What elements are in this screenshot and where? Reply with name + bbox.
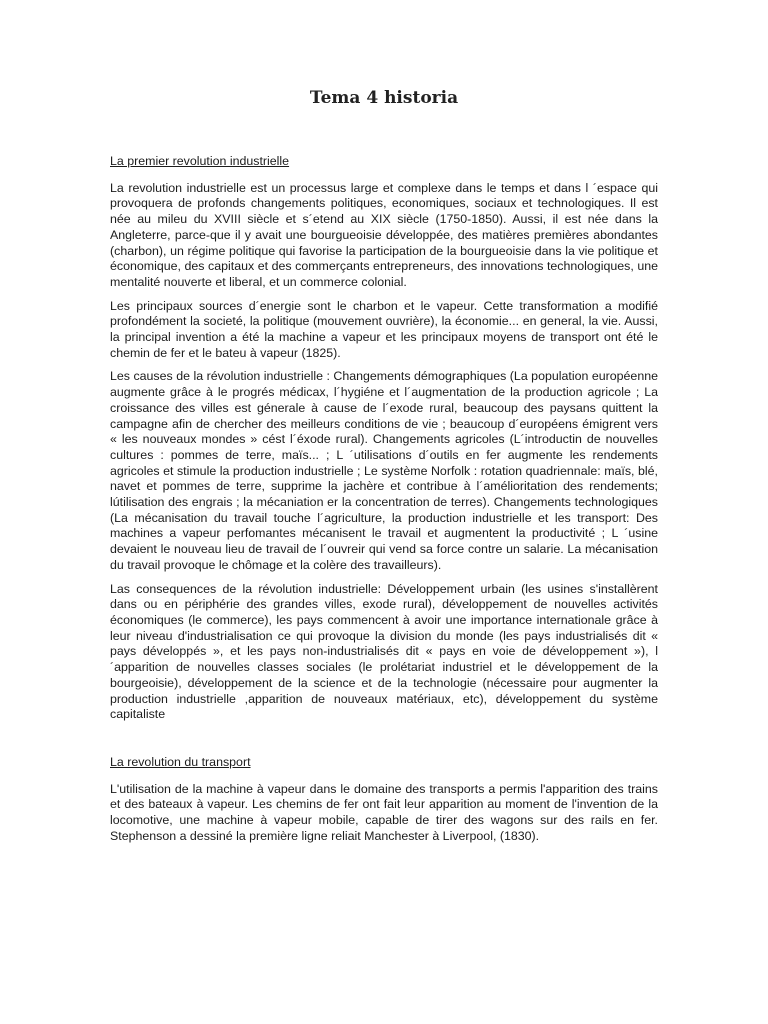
section-heading: La revolution du transport (110, 754, 251, 769)
paragraph: Les principaux sources d´energie sont le charbon et le vapeur. Cette transformation a modifié profondément la societé, la politique (mouvement ouvrière), la économie... en general, la vie. Aussi, la principal invention a été la machine a vapeur et les principaux moyens de transport ont été le chemin de fer et le bateu à vapeur (1825). (110, 298, 658, 360)
section-heading: La premier revolution industrielle (110, 154, 290, 168)
paragraph: Las consequences de la révolution industrielle: Développement urbain (les usines s'installèrent dans ou en périphérie des grandes villes, exode rural), développement de nouvelles activités économiques (le commerce), les pays commencent à avoir une importance internationale grâce à leur niveau d'industrialisation ce qui provoque la division du monde (les pays industrialisés dit « pays développés », et les pays non-industrialisés dit « pays en voie de développement »), l´apparition de nouvelles classes sociales (le prolétariat industriel et le développement de la bourgeoisie), développement de la science et de la technologie (nécessaire pour augmenter la production industrielle ,apparition de nouveaux matériaux, etc), développement du système capitaliste (110, 581, 658, 722)
document-title: Tema 4 historia (309, 88, 459, 108)
document-body (110, 154, 658, 852)
section-transport-revolution (110, 755, 658, 845)
paragraph: L'utilisation de la machine à vapeur dans le domaine des transports a permis l'apparition des trains et des bateaux à vapeur. Les chemins de fer ont fait leur apparition au moment de l'invention de la locomotive, une machine à vapeur mobile, capable de tirer des wagons sur des rails en fer. Stephenson a dessiné la première ligne reliait Manchester à Liverpool, (1830). (110, 781, 658, 843)
paragraph: La revolution industrielle est un processus large et complexe dans le temps et dans l ´espace qui provoquera de profonds changements politiques, economiques, sociaux et technologiques. Il est née au mileu du XVIII siècle et s´etend au XIX siècle (1750-1850). Aussi, il est née dans la Angleterre, parce-que il y avait une bourgueoisie développée, des matières premières abondantes (charbon), un régime politique qui favorise la participation de la bourgueoisie dans la vie politique et économique, des capitaux et des commerçants entrepreneurs, des innovations technologiques, une mentalité nouverte et liberal, et un commerce colonial. (110, 180, 658, 289)
paragraph: Les causes de la révolution industrielle : Changements démographiques (La population européenne augmente grâce à le progrés médicax, l´hygiéne et l´augmentation de la production agricole ; La croissance des villes est génerale à cause de l´exode rural, beaucoup des paysans quittent la campagne afin de chercher des meilleurs conditions de vie ; beaucoup d´européens émigrent vers « les nouveaux mondes » cést l´éxode rural). Changements agricoles (L´introductin de nouvelles cultures : pommes de terre, maïs... ; L ´utilisations d´outils en fer augmente les rendements agricoles et stimule la production industrielle ; Le système Norfolk : rotation quadriennale: maïs, blé, navet et pommes de terre, supprime la jachère et contribue à l´amélioritation des rendements; lútilisation des engrais ; la mécaniation er la concentration de terres). Changements technologiques (La mécanisation du travail touche l´agriculture, la production industrielle et les transport: Des machines a vapeur perfomantes mécanisent le travail et augmentent la productivité ; L ´usine devaient le nouveau lieu de travail de l´ouvreir qui vend sa force contre un salarie. La mécanisation du travail provoque le chômage et la colère des travailleurs). (110, 369, 658, 572)
section-spacer (110, 731, 658, 755)
section-first-industrial-revolution (110, 154, 658, 723)
